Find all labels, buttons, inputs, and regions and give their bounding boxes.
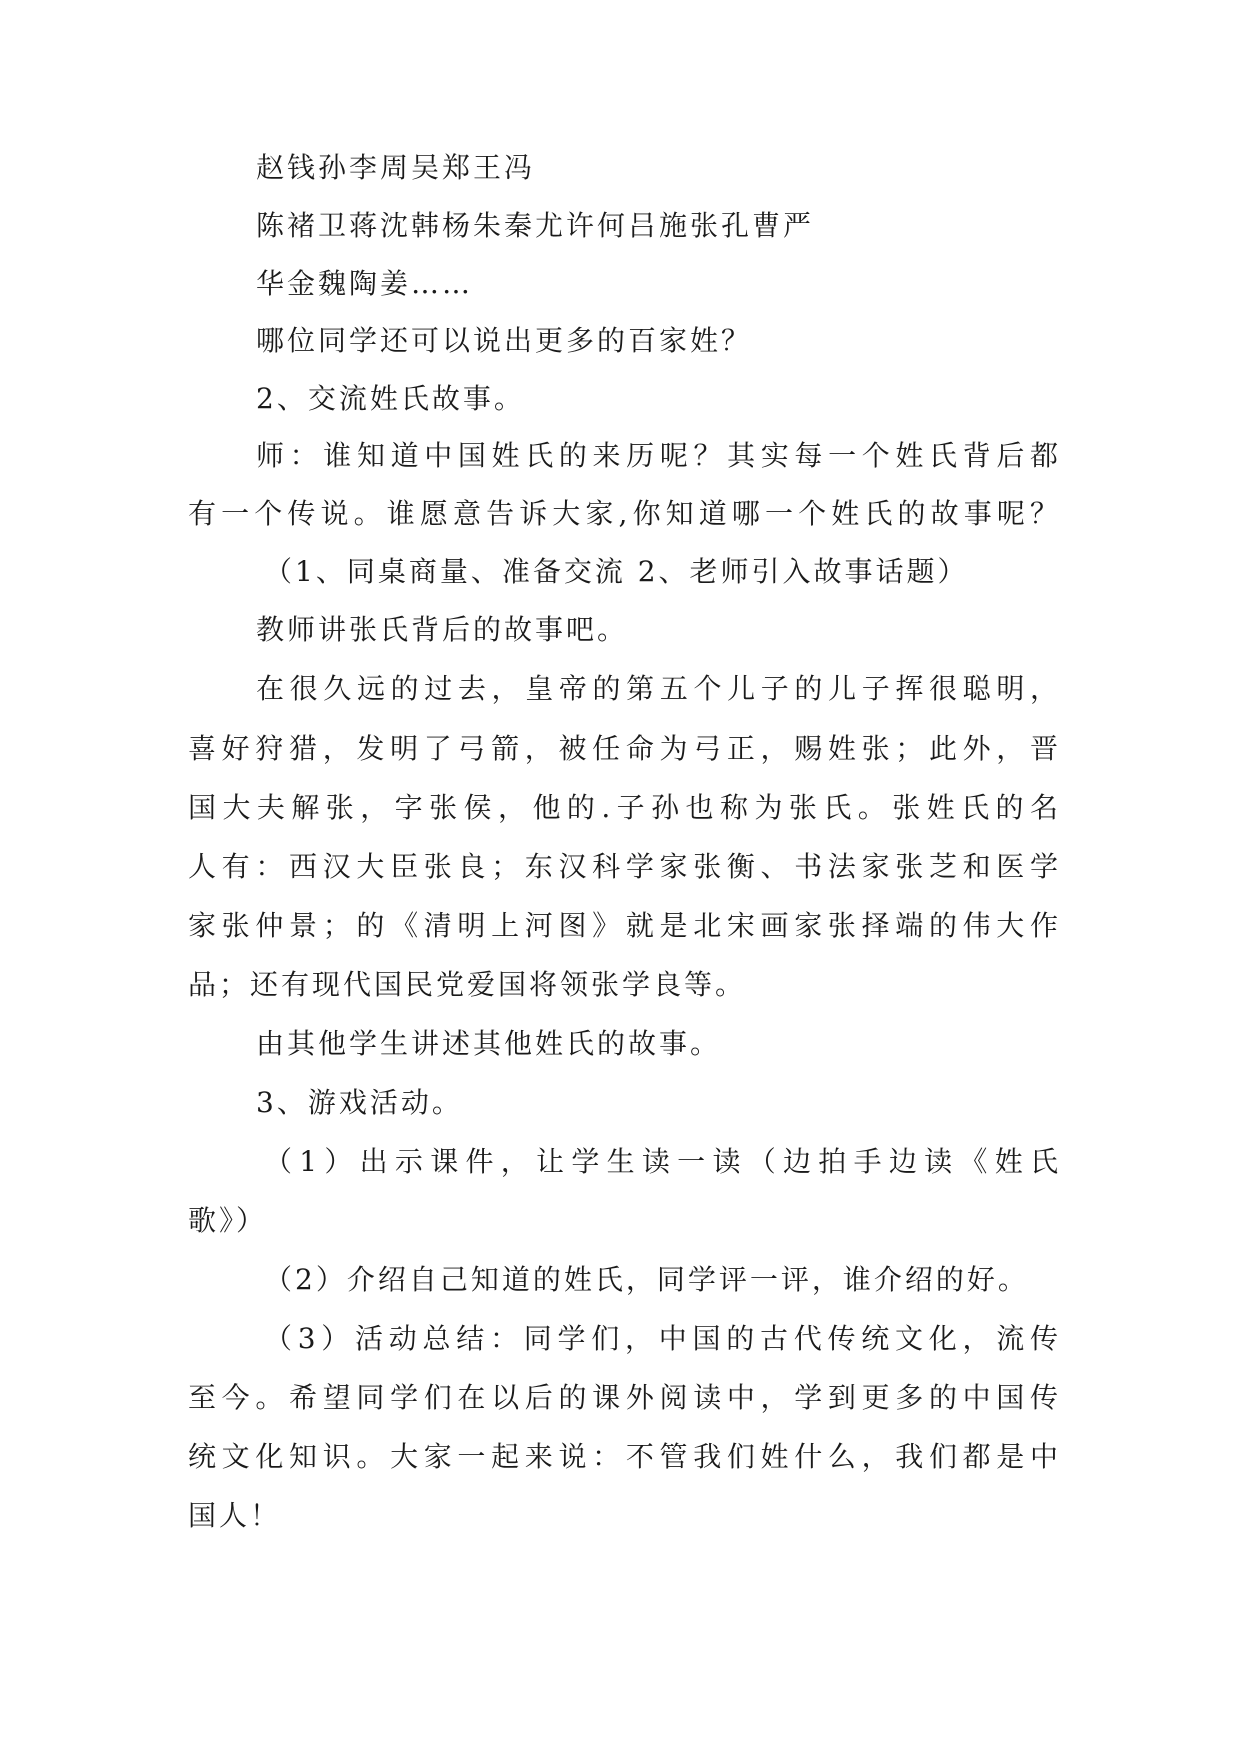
text-line: 有一个传说。谁愿意告诉大家,你知道哪一个姓氏的故事呢？ [188, 497, 1058, 530]
section-heading: 3、游戏活动。 [256, 1086, 463, 1119]
text-line: 品；还有现代国民党爱国将领张学良等。 [188, 968, 747, 1001]
text-line: 歌》） [188, 1204, 268, 1237]
text-line: （3）活动总结：同学们，中国的古代传统文化，流传 [264, 1322, 1058, 1355]
text-line: 华金魏陶姜…… [256, 267, 474, 300]
text-line: （2）介绍自己知道的姓氏，同学评一评，谁介绍的好。 [264, 1263, 1029, 1296]
text-line: （1、同桌商量、准备交流 2、老师引入故事话题） [264, 555, 969, 588]
text-line: 陈褚卫蒋沈韩杨朱秦尤许何吕施张孔曹严 [256, 209, 815, 242]
text-line: 赵钱孙李周吴郑王冯 [256, 151, 536, 184]
text-line: 由其他学生讲述其他姓氏的故事。 [256, 1027, 722, 1060]
text-line: 师：谁知道中国姓氏的来历呢？其实每一个姓氏背后都 [256, 439, 1058, 472]
section-heading: 2、交流姓氏故事。 [256, 382, 525, 415]
text-line: 国大夫解张，字张侯，他的.子孙也称为张氏。张姓氏的名 [188, 791, 1058, 824]
text-line: 至今。希望同学们在以后的课外阅读中，学到更多的中国传 [188, 1381, 1058, 1414]
text-line: （1）出示课件，让学生读一读（边拍手边读《姓氏 [264, 1145, 1058, 1178]
text-line: 国人！ [188, 1499, 282, 1532]
text-line: 统文化知识。大家一起来说：不管我们姓什么，我们都是中 [188, 1440, 1058, 1473]
text-line: 教师讲张氏背后的故事吧。 [256, 613, 629, 646]
text-line: 人有：西汉大臣张良；东汉科学家张衡、书法家张芝和医学 [188, 850, 1058, 883]
text-line: 在很久远的过去，皇帝的第五个儿子的儿子挥很聪明， [256, 672, 1058, 705]
text-line: 家张仲景；的《清明上河图》就是北宋画家张择端的伟大作 [188, 909, 1058, 942]
text-line: 喜好狩猎，发明了弓箭，被任命为弓正，赐姓张；此外，晋 [188, 732, 1058, 765]
text-line: 哪位同学还可以说出更多的百家姓？ [256, 324, 753, 357]
